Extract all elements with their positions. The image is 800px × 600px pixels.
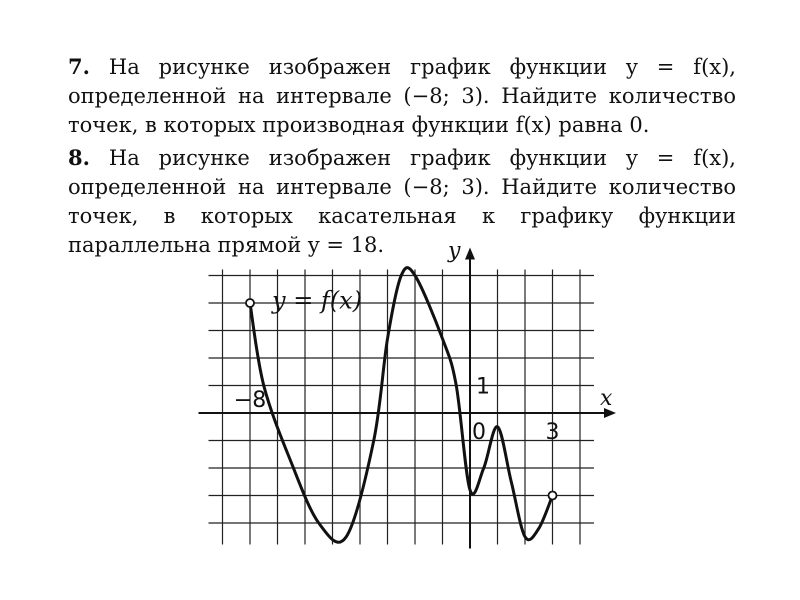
tick-label-x-3: 3	[545, 420, 560, 445]
problem-number: 7.	[68, 54, 90, 79]
curve-label: y = f(x)	[272, 286, 363, 315]
origin-label: 0	[472, 420, 486, 445]
y-axis-label: y	[448, 238, 461, 264]
graph-labels	[234, 239, 613, 446]
grid	[209, 270, 595, 545]
tick-label-y-1: 1	[476, 374, 490, 400]
x-axis-label: x	[600, 386, 613, 411]
open-endpoint	[246, 299, 254, 307]
problem-text: На рисунке изображен график функции y = f(x), определенной на интервале (−8; 3). Найдите количество точек, в которых касательная к графику функции параллельна прямой y = 18.	[68, 146, 736, 257]
problem-text: На рисунке изображен график функции y = f(x), определенной на интервале (−8; 3). Найдите количество точек, в которых производная функции f(x) равна 0.	[68, 55, 736, 137]
open-endpoint	[549, 492, 557, 500]
y-axis-arrow-icon	[465, 248, 475, 260]
problem-number: 8.	[68, 145, 90, 170]
tick-label-x-neg8: −8	[233, 388, 267, 413]
